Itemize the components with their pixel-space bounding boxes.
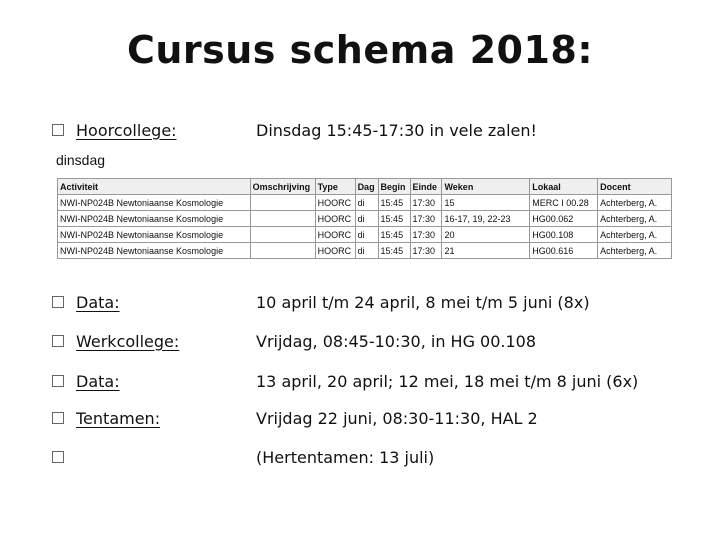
- cell-begin: 15:45: [378, 211, 410, 227]
- cell-begin: 15:45: [378, 227, 410, 243]
- cell-docent: Achterberg, A.: [598, 211, 672, 227]
- col-header-weken: Weken: [442, 179, 530, 195]
- lecture-row: [52, 117, 537, 143]
- cell-weken: 16-17, 19, 22-23: [442, 211, 530, 227]
- col-header-type: Type: [315, 179, 355, 195]
- table-row: [58, 211, 672, 227]
- table-row: [58, 195, 672, 211]
- cell-dag: di: [355, 195, 378, 211]
- cell-einde: 17:30: [410, 211, 442, 227]
- checkbox-bullet-icon: [52, 335, 64, 347]
- schedule-table: [57, 178, 672, 259]
- item-label: Werkcollege:: [76, 331, 180, 351]
- checkbox-bullet-icon: [52, 124, 64, 136]
- cell-type: HOORC: [315, 211, 355, 227]
- cell-omschrijving: [250, 243, 315, 259]
- lecture-value: Dinsdag 15:45-17:30 in vele zalen!: [256, 120, 537, 140]
- cell-docent: Achterberg, A.: [598, 227, 672, 243]
- cell-dag: di: [355, 211, 378, 227]
- cell-dag: di: [355, 243, 378, 259]
- cell-weken: 21: [442, 243, 530, 259]
- item-value: 10 april t/m 24 april, 8 mei t/m 5 juni (8x): [256, 292, 590, 312]
- cell-omschrijving: [250, 195, 315, 211]
- cell-lokaal: MERC I 00.28: [530, 195, 598, 211]
- lecture-label: Hoorcollege:: [76, 120, 177, 140]
- table-header-row: [58, 179, 672, 195]
- cell-type: HOORC: [315, 243, 355, 259]
- cell-weken: 15: [442, 195, 530, 211]
- cell-einde: 17:30: [410, 195, 442, 211]
- day-label: dinsdag: [56, 152, 106, 168]
- cell-begin: 15:45: [378, 243, 410, 259]
- col-header-begin: Begin: [378, 179, 410, 195]
- cell-lokaal: HG00.062: [530, 211, 598, 227]
- table-row: [58, 227, 672, 243]
- cell-einde: 17:30: [410, 243, 442, 259]
- checkbox-bullet-icon: [52, 296, 64, 308]
- cell-lokaal: HG00.108: [530, 227, 598, 243]
- col-header-dag: Dag: [355, 179, 378, 195]
- list-item: [52, 289, 590, 315]
- col-header-einde: Einde: [410, 179, 442, 195]
- checkbox-bullet-icon: [52, 451, 64, 463]
- list-item: [52, 328, 536, 354]
- page-title: Cursus schema 2018:: [126, 28, 594, 72]
- cell-begin: 15:45: [378, 195, 410, 211]
- col-header-docent: Docent: [598, 179, 672, 195]
- cell-docent: Achterberg, A.: [598, 243, 672, 259]
- cell-type: HOORC: [315, 195, 355, 211]
- checkbox-bullet-icon: [52, 412, 64, 424]
- cell-omschrijving: [250, 211, 315, 227]
- cell-einde: 17:30: [410, 227, 442, 243]
- cell-dag: di: [355, 227, 378, 243]
- cell-activiteit: NWI-NP024B Newtoniaanse Kosmologie: [58, 211, 251, 227]
- cell-docent: Achterberg, A.: [598, 195, 672, 211]
- cell-activiteit: NWI-NP024B Newtoniaanse Kosmologie: [58, 195, 251, 211]
- item-value: 13 april, 20 april; 12 mei, 18 mei t/m 8 juni (6x): [256, 371, 639, 391]
- col-header-lokaal: Lokaal: [530, 179, 598, 195]
- table-row: [58, 243, 672, 259]
- item-label: Data:: [76, 371, 120, 391]
- checkbox-bullet-icon: [52, 375, 64, 387]
- item-label: Data:: [76, 292, 120, 312]
- item-value: (Hertentamen: 13 juli): [256, 447, 435, 467]
- col-header-omschrijving: Omschrijving: [250, 179, 315, 195]
- item-label: Tentamen:: [76, 408, 161, 428]
- cell-omschrijving: [250, 227, 315, 243]
- list-item: [52, 368, 638, 394]
- cell-lokaal: HG00.616: [530, 243, 598, 259]
- cell-weken: 20: [442, 227, 530, 243]
- cell-activiteit: NWI-NP024B Newtoniaanse Kosmologie: [58, 227, 251, 243]
- col-header-activiteit: Activiteit: [58, 179, 251, 195]
- list-item: [52, 405, 538, 431]
- item-value: Vrijdag 22 juni, 08:30-11:30, HAL 2: [256, 408, 538, 428]
- list-item: [52, 444, 434, 470]
- cell-activiteit: NWI-NP024B Newtoniaanse Kosmologie: [58, 243, 251, 259]
- cell-type: HOORC: [315, 227, 355, 243]
- item-value: Vrijdag, 08:45-10:30, in HG 00.108: [256, 331, 537, 351]
